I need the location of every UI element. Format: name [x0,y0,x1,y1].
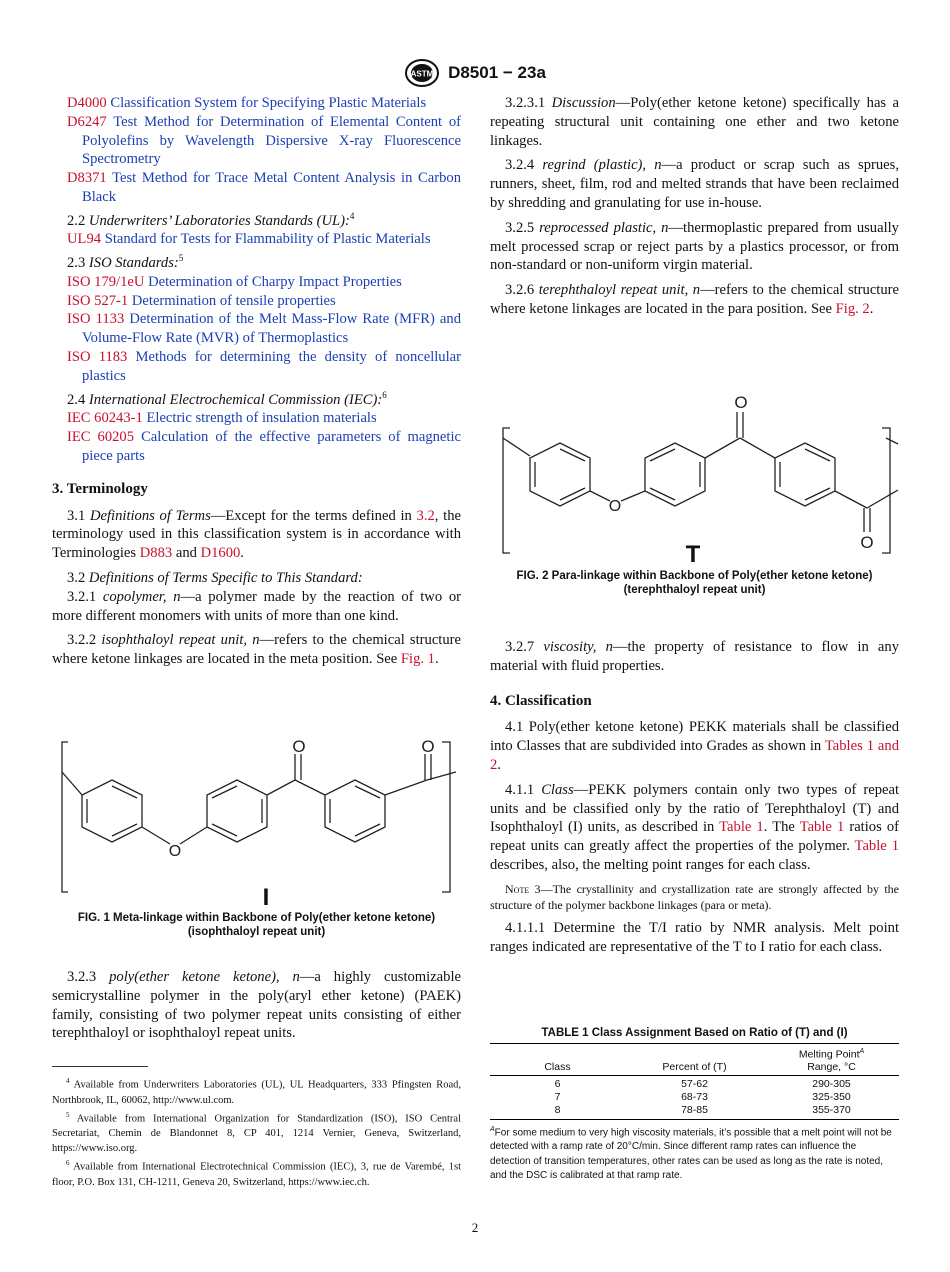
ref-ul94 [52,230,461,249]
table-row: 7 68-73 325-350 [554,1090,851,1103]
ref-title-link[interactable]: Electric strength of insulation materials [146,410,377,427]
oxygen-label: O [734,393,748,412]
ref-iec60243 [52,409,461,428]
ref-title-link[interactable]: Test Method for Determination of Elemental Content of Polyolefins by Wavelength Dispersive X-ray Fluorescence Spectrometry [82,113,461,168]
repeat-unit-label: I [262,884,270,910]
ref-iec60205 [52,428,461,466]
svg-text:ASTM: ASTM [410,69,434,79]
xref-link[interactable]: Fig. 2 [835,300,870,317]
figure-1-caption: FIG. 1 Meta-linkage within Backbone of Poly(ether ketone ketone) (isophthaloyl repeat unit) [77,912,436,938]
section-2-4: 2.4 International Electrochemical Commission (IEC):$^6$ [67,389,387,408]
para-3-2-6: 3.2.6 terephthaloyl repeat unit, n—refers to the chemical structure where ketone linkages are located in the para position. See Fig. 2. [490,282,900,317]
ref-title-link[interactable]: Standard for Tests for Flammability of Plastic Materials [104,231,431,248]
footnote-4: $^4$ Available from Underwriters Laboratories (UL), UL Headquarters, 333 Pfingsten Road, Northbrook, IL, 60062, http://www.ul.com. [52,1077,461,1106]
ref-d6247 [52,113,461,169]
right-column [490,94,899,325]
para-3-2: 3.2 Definitions of Terms Specific to This Standard: [67,569,363,586]
figure-2-caption: FIG. 2 Para-linkage within Backbone of Poly(ether ketone ketone) (terephthaloyl repeat unit) [516,570,873,596]
table-1 [490,1027,899,1184]
ref-title-link[interactable]: Classification System for Specifying Plastic Materials [110,95,427,111]
ref-title-link[interactable]: Test Method for Trace Metal Content Analysis in Carbon Black [82,170,461,205]
figure-2-structure [490,388,899,568]
para-3-2-3-1: 3.2.3.1 Discussion—Poly(ether ketone ketone) specifically has a repeating structural unit containing one ether and two ketone linkages. [490,95,899,149]
para-3-2-3-block [52,968,461,1049]
xref-link[interactable]: Table 1 [799,819,845,836]
para-3-2-2: 3.2.2 isophthaloyl repeat unit, n—refers to the chemical structure where ketone linkages are located in the meta position. See Fig. 1. [52,632,461,668]
table-row: 8 78-85 355-370 [490,1104,899,1120]
col-header: Percent of (T) [625,1044,764,1076]
ref-code-link[interactable]: D8371 [67,170,107,187]
xref-link[interactable]: 3.2 [416,507,435,524]
ref-code-link[interactable]: ISO 1183 [67,349,128,366]
ref-code-link[interactable]: IEC 60243-1 [67,410,143,427]
ref-iso1133 [52,310,461,348]
page-number: 2 [471,1220,479,1235]
oxygen-label: O [608,498,622,515]
section-4-heading: 4. Classification [490,692,592,709]
ref-code-link[interactable]: ISO 179/1eU [67,273,145,290]
oxygen-label: O [168,843,182,860]
standard-designation: D8501 − 23a [448,63,546,82]
ref-code-link[interactable]: D4000 [67,95,107,111]
para-3-2-7: 3.2.7 viscosity, n—the property of resistance to flow in any material with fluid properties. [490,639,899,674]
ref-iso527 [52,292,461,311]
repeat-unit-label: T [685,541,701,568]
astm-logo-icon [404,58,440,88]
footnote-divider [52,1066,148,1067]
left-column [52,94,461,675]
col-header: Class [490,1044,625,1076]
section-3-heading: 3. Terminology [52,480,148,497]
footnote-6: $^6$ Available from International Electrotechnical Commission (IEC), 3, rue de Varembé, 1st floor, P.O. Box 131, CH-1211, Geneva 20, Switzerland, https://www.iec.ch. [52,1159,462,1188]
para-4-1-1-1: 4.1.1.1 Determine the T/I ratio by NMR analysis. Melt point ranges indicated are representative of the T to I ratio for each class. [490,919,899,955]
xref-link[interactable]: Table 1 [719,819,764,836]
ref-iso179 [52,273,461,292]
para-4-1-1: 4.1.1 Class—PEKK polymers contain only two types of repeat units and be classified only by the ratio of Terephthaloyl (T) and Isophthaloyl (I) units, as described in Table 1. The Table 1 ratios of repeat units can greatly affect the properties of the polymer. Table 1 describes, also, the melting point ranges for each class. [490,781,899,873]
ref-d4000 [52,94,461,113]
footnote-5: $^5$ Available from International Organization for Standardization (ISO), ISO Central Secretariat, Chemin de Blandonnet 8, CP 401, 1214 Vernier, Geneva, Switzerland, https://www.iso.org. [52,1110,461,1154]
xref-link[interactable]: Table 1 [854,838,899,855]
ref-title-link[interactable]: Calculation of the effective parameters of magnetic piece parts [82,429,461,464]
ref-code-link[interactable]: UL94 [67,231,102,248]
table-row: 6 57-62 290-305 [554,1077,851,1090]
xref-link[interactable]: D883 [139,545,173,562]
para-4-1: 4.1 Poly(ether ketone ketone) PEKK materials shall be classified into Classes that are subdivided into Grades as shown in Tables 1 and 2. [490,719,899,773]
table-1-caption: TABLE 1 Class Assignment Based on Ratio of (T) and (I) [541,1027,848,1039]
xref-link[interactable]: Fig. 1 [400,651,435,668]
oxygen-label: O [421,737,435,756]
col-header: Melting Point$^A$ Range, °C [764,1044,899,1076]
para-3-1: 3.1 Definitions of Terms—Except for the terms defined in 3.2, the terminology used in this classification system is in accordance with Terminologies D883 and D1600. [52,507,461,562]
table-1-footnote: $^A$For some medium to very high viscosity materials, it’s possible that a melt point will not be detected with a ramp rate of 20°C/min. Since different ramp rates can influence the detection of transition temperatures, other rates can be used as long as the rate is noted, and the DSC is calibrated at that ramp rate. [490,1125,892,1182]
ref-title-link[interactable]: Determination of tensile properties [131,292,336,309]
ref-code-link[interactable]: IEC 60205 [67,429,135,446]
ref-title-link[interactable]: Determination of Charpy Impact Properties [148,273,402,290]
figure-1-structure [52,732,461,910]
note-3: Note 3—The crystallinity and crystallization rate are strongly affected by the structure of the polymer backbone linkages (para or meta). [490,881,899,912]
para-3-2-3: 3.2.3 poly(ether ketone ketone), n—a highly customizable semicrystalline polymer in the poly(aryl ether ketone) (PAEK) family, consisting of two polymer repeat units consisting of either terephthaloyl or isophthaloyl repeat units. [52,969,461,1042]
oxygen-label: O [860,533,874,552]
section-2-2: 2.2 Underwriters’ Laboratories Standards (UL):$^4$ [67,210,355,229]
ref-d8371 [52,169,461,207]
ref-iso1183 [52,348,461,386]
page-header [0,58,950,88]
ref-code-link[interactable]: D6247 [67,113,107,130]
oxygen-label: O [292,737,306,756]
para-3-2-5: 3.2.5 reprocessed plastic, n—thermoplastic prepared from usually melt processed scrap or reject parts by a plastics processor, or from non-standard or non-uniform virgin material. [490,219,899,274]
ref-title-link[interactable]: Methods for determining the density of noncellular plastics [82,349,461,384]
para-3-2-4: 3.2.4 regrind (plastic), n—a product or scrap such as sprues, runners, sheet, film, rod and melted strands that have been reclaimed by shredding and granulating for use in-house. [490,157,899,211]
ref-code-link[interactable]: ISO 1133 [67,311,125,328]
footnotes [52,1074,461,1190]
ref-code-link[interactable]: ISO 527-1 [67,292,129,309]
para-3-2-1: 3.2.1 copolymer, n—a polymer made by the reaction of two or more different monomers with units of more than one kind. [52,588,461,624]
table-1-grid [490,1043,899,1120]
xref-link[interactable]: Tables 1 and 2 [490,738,899,773]
section-2-3: 2.3 ISO Standards:$^5$ [67,253,184,272]
right-column-lower [490,638,899,962]
xref-link[interactable]: D1600 [200,545,241,562]
ref-title-link[interactable]: Determination of the Melt Mass-Flow Rate (MFR) and Volume-Flow Rate (MVR) of Thermoplastics [82,311,462,347]
